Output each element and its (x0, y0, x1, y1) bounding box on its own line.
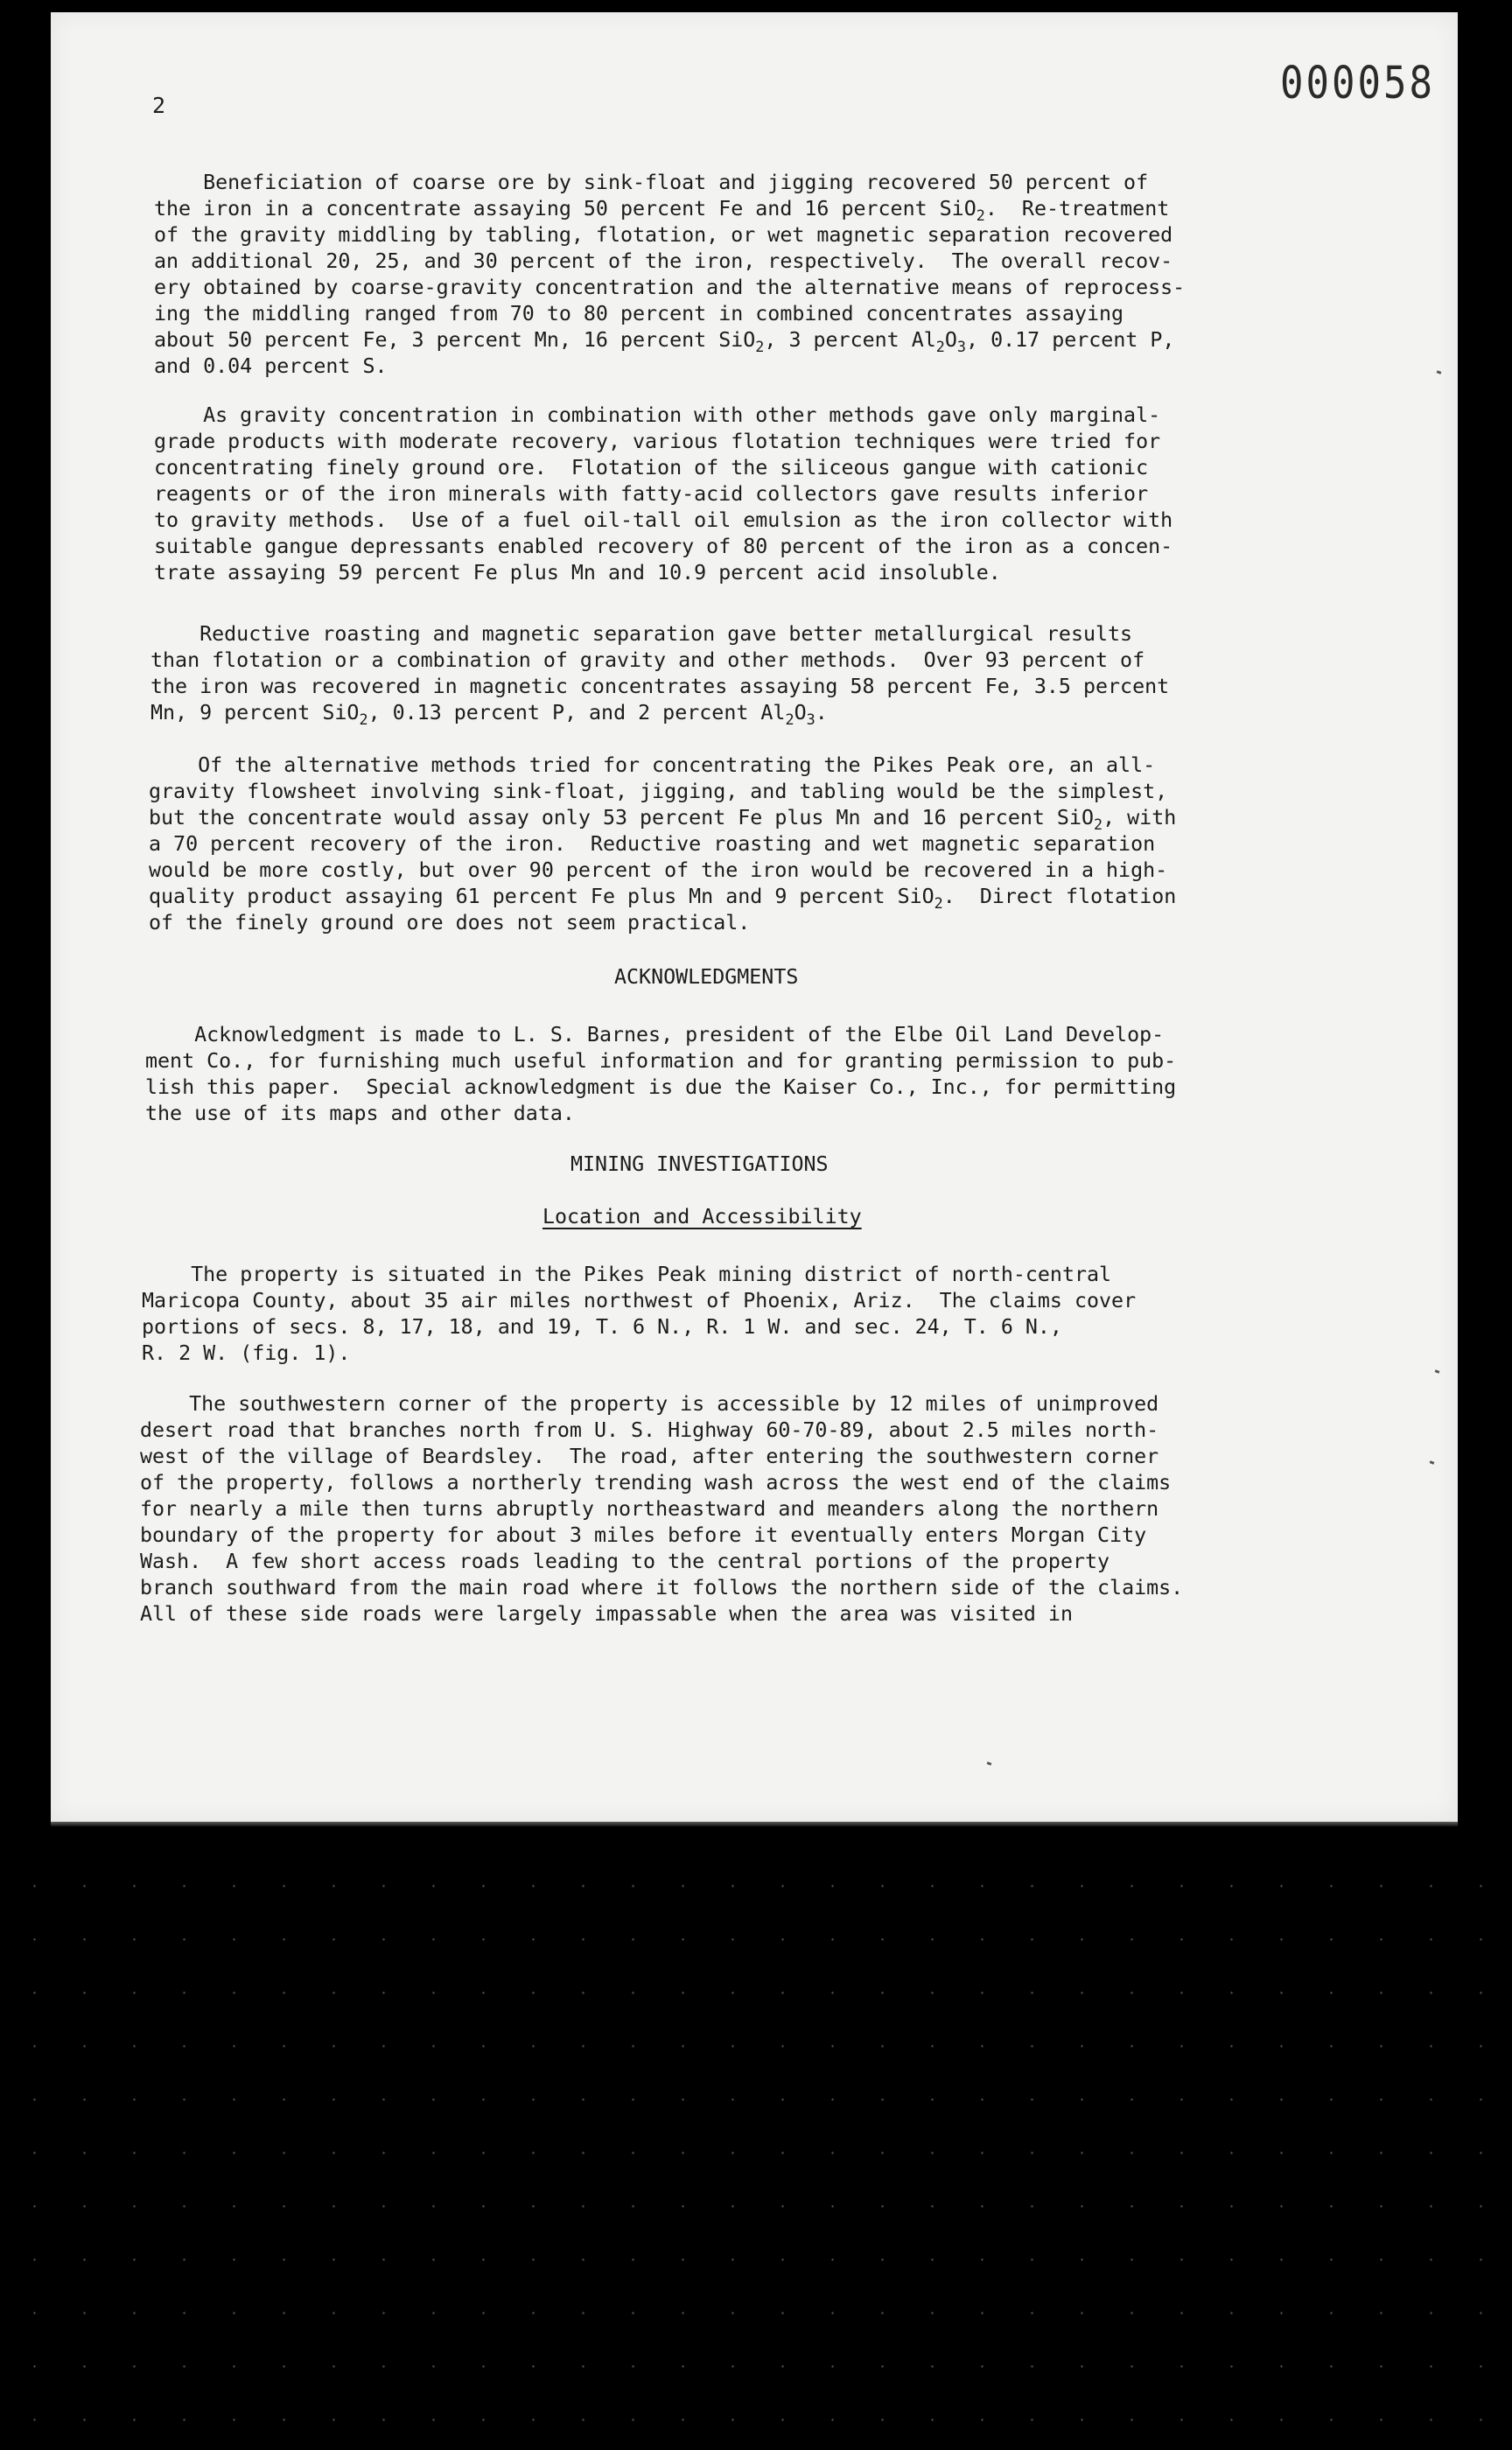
text-line: for nearly a mile then turns abruptly northeastward and meanders along the northern (140, 1497, 1159, 1521)
text-line: west of the village of Beardsley. The road, after entering the southwestern corner (140, 1445, 1159, 1468)
text-line: Reductive roasting and magnetic separation gave better metallurgical results (150, 622, 1133, 646)
text-line: branch southward from the main road where it follows the northern side of the claims. (140, 1576, 1184, 1600)
paragraph-access-roads (140, 1391, 1183, 1628)
text-line: Maricopa County, about 35 air miles northwest of Phoenix, Ariz. The claims cover (142, 1289, 1137, 1312)
text-line: suitable gangue depressants enabled recovery of 80 percent of the iron as a concen- (154, 535, 1173, 558)
text-line: about 50 percent Fe, 3 percent Mn, 16 percent SiO$_2$, 3 percent $Al_2O_3$, 0.17 percent P, (154, 328, 1175, 355)
text-line: to gravity methods. Use of a fuel oil-tall oil emulsion as the iron collector with (154, 508, 1173, 532)
heading-location-accessibility: Location and Accessibility (542, 1205, 862, 1228)
document-page (51, 12, 1458, 1822)
text-line: The southwestern corner of the property is accessible by 12 miles of unimproved (140, 1392, 1159, 1416)
text-line: Acknowledgment is made to L. S. Barnes, president of the Elbe Oil Land Develop- (145, 1023, 1165, 1046)
text-line: of the property, follows a northerly trending wash across the west end of the claims (140, 1471, 1172, 1494)
paragraph-reductive-roasting (150, 621, 1169, 726)
text-line: boundary of the property for about 3 miles before it eventually enters Morgan City (140, 1523, 1147, 1547)
scan-speck (1437, 370, 1442, 374)
text-line: ery obtained by coarse-gravity concentration and the alternative means of reprocess- (154, 276, 1186, 299)
text-line: a 70 percent recovery of the iron. Reductive roasting and wet magnetic separation (149, 832, 1156, 856)
text-line: an additional 20, 25, and 30 percent of the iron, respectively. The overall recov- (154, 249, 1173, 273)
text-line: concentrating finely ground ore. Flotation of the siliceous gangue with cationic (154, 456, 1149, 480)
text-line: As gravity concentration in combination with other methods gave only marginal- (154, 403, 1161, 427)
document-number: 000058 (1280, 58, 1435, 109)
paragraph-acknowledgment (145, 1022, 1176, 1127)
text-line: desert road that branches north from U. S. Highway 60-70-89, about 2.5 miles north- (140, 1418, 1159, 1442)
text-line: the use of its maps and other data. (145, 1102, 575, 1125)
text-line: the iron in a concentrate assaying 50 percent Fe and 16 percent SiO$_2$. Re-treatment (154, 197, 1170, 224)
text-line: reagents or of the iron minerals with fatty-acid collectors gave results inferior (154, 482, 1149, 506)
scan-speck (1435, 1369, 1440, 1374)
text-line: lish this paper. Special acknowledgment is due the Kaiser Co., Inc., for permitting (145, 1075, 1177, 1099)
text-line: trate assaying 59 percent Fe plus Mn and 10.9 percent acid insoluble. (154, 561, 1001, 584)
paragraph-property-location (142, 1262, 1136, 1367)
text-line: but the concentrate would assay only 53 percent Fe plus Mn and 16 percent SiO$_2$, with (149, 806, 1177, 833)
text-line: and 0.04 percent S. (154, 354, 388, 378)
text-line: ing the middling ranged from 70 to 80 percent in combined concentrates assaying (154, 302, 1124, 326)
heading-mining-investigations: MINING INVESTIGATIONS (570, 1152, 829, 1176)
text-line: the iron was recovered in magnetic concentrates assaying 58 percent Fe, 3.5 percent (150, 675, 1170, 698)
text-line: Mn, 9 percent SiO$_2$, 0.13 percent P, and 2 percent $Al_2O_3$. (150, 701, 828, 728)
text-line: would be more costly, but over 90 percent of the iron would be recovered in a high- (149, 858, 1168, 882)
text-line: portions of secs. 8, 17, 18, and 19, T. 6 N., R. 1 W. and sec. 24, T. 6 N., (142, 1315, 1062, 1339)
scan-speck (1430, 1460, 1435, 1465)
text-line: All of these side roads were largely impassable when the area was visited in (140, 1602, 1073, 1626)
paragraph-flotation (154, 402, 1172, 586)
text-line: Wash. A few short access roads leading to the central portions of the property (140, 1550, 1110, 1573)
paragraph-beneficiation (154, 170, 1185, 380)
text-line: ment Co., for furnishing much useful information and for granting permission to pub- (145, 1049, 1177, 1073)
text-line: of the gravity middling by tabling, flotation, or wet magnetic separation recovered (154, 223, 1173, 247)
scan-speck (987, 1761, 992, 1766)
page-number: 2 (152, 93, 166, 118)
text-line: quality product assaying 61 percent Fe plus Mn and 9 percent SiO$_2$. Direct flotation (149, 885, 1177, 912)
heading-acknowledgments: ACKNOWLEDGMENTS (614, 965, 799, 989)
text-line: The property is situated in the Pikes Peak mining district of north-central (142, 1263, 1112, 1286)
text-line: than flotation or a combination of gravity and other methods. Over 93 percent of (150, 648, 1145, 672)
text-line: gravity flowsheet involving sink-float, jigging, and tabling would be the simplest, (149, 780, 1168, 803)
text-line: of the finely ground ore does not seem practical. (149, 911, 751, 934)
paragraph-alternative-methods (149, 752, 1176, 936)
text-line: Of the alternative methods tried for concentrating the Pikes Peak ore, an all- (149, 753, 1156, 777)
scanner-background (0, 1844, 1512, 2450)
text-line: R. 2 W. (fig. 1). (142, 1341, 351, 1365)
text-line: Beneficiation of coarse ore by sink-float and jigging recovered 50 percent of (154, 171, 1149, 194)
text-line: grade products with moderate recovery, various flotation techniques were tried for (154, 430, 1161, 453)
